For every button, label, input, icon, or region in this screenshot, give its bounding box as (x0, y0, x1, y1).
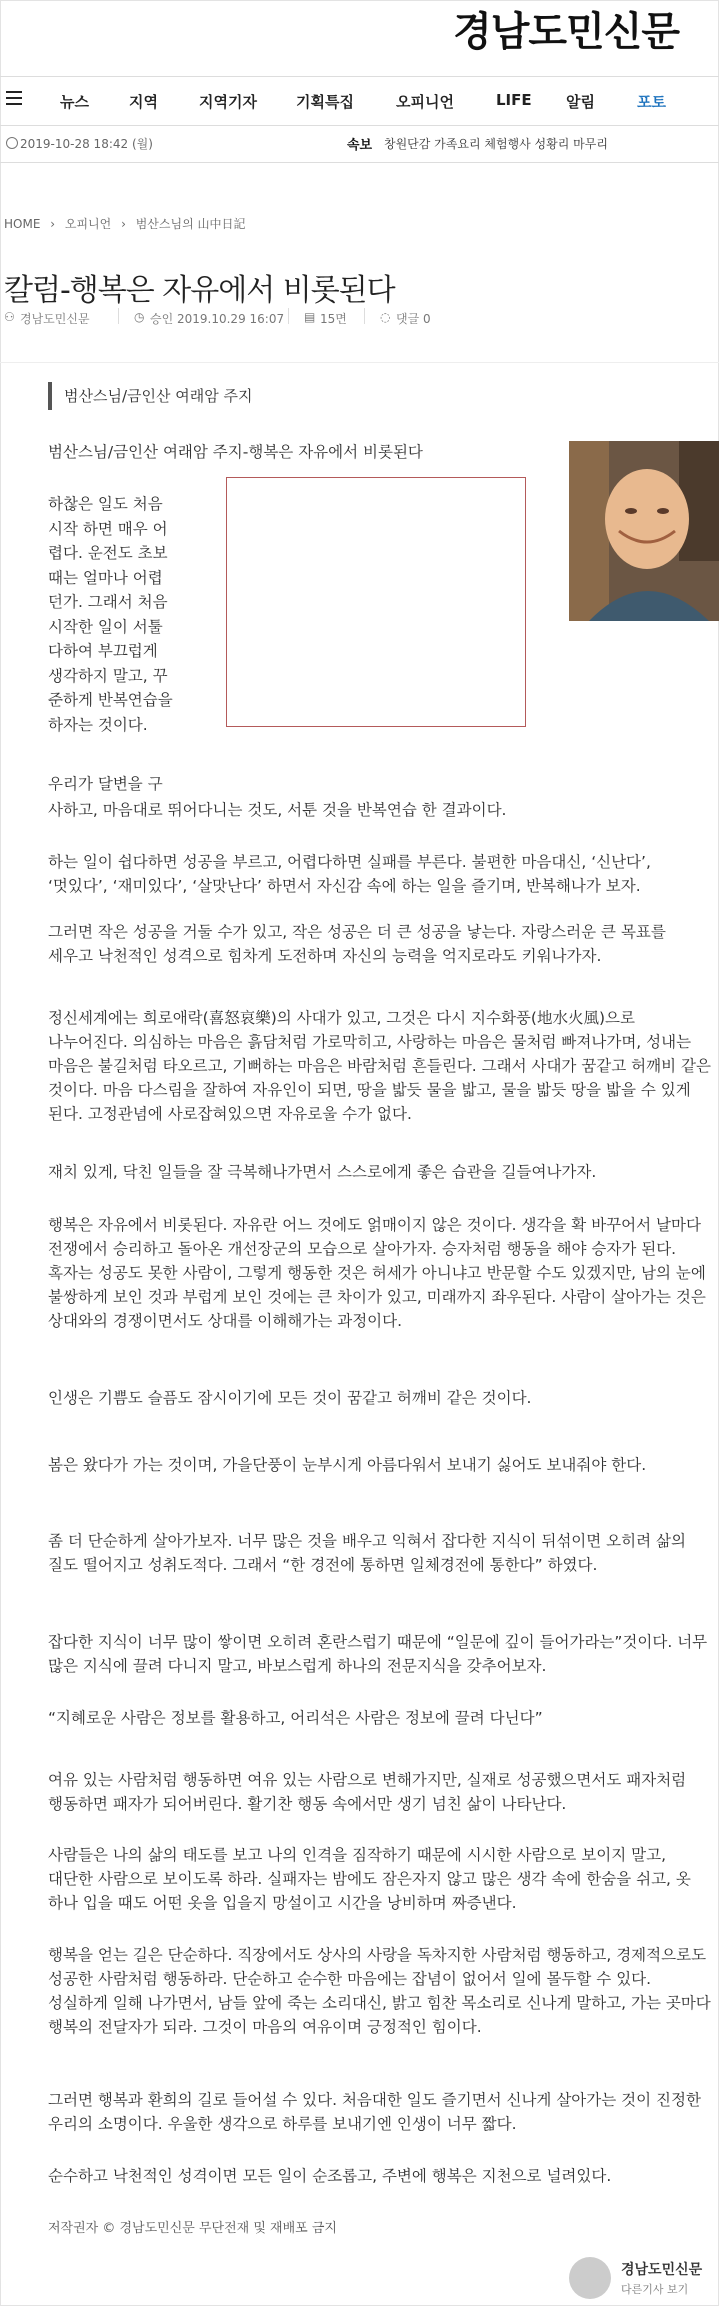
article-paragraph: 그러면 작은 성공을 거둘 수가 있고, 작은 성공은 더 큰 성공을 낳는다. 자랑스러운 큰 목표를 세우고 낙천적인 성격으로 힘차게 도전하며 자신의 능력을 억지로라도 키워나가자. (48, 923, 666, 965)
article-paragraph: 재치 있게, 닥친 일들을 잘 극복해나가면서 스스로에게 좋은 습관을 길들여나가자. (48, 1163, 597, 1181)
chevron-right-icon: › (50, 217, 56, 231)
article-comments[interactable]: 댓글 0 (396, 312, 431, 326)
article-paragraph: 좀 더 단순하게 살아가보자. 너무 많은 것을 배우고 익혀서 잡다한 지식이 뒤섞이면 오히려 삶의 질도 떨어지고 성취도적다. 그래서 “한 경전에 통하면 일체경전에 통한다” 하였다. (48, 1532, 686, 1574)
breadcrumb-section[interactable]: 범산스님의 山中日記 (135, 217, 246, 231)
copyright-notice: 저작권자 © 경남도민신문 무단전재 및 재배포 금지 (48, 2221, 337, 2236)
more-articles-link[interactable]: 다른기사 보기 (621, 2283, 689, 2296)
article-paragraph: 하는 일이 쉽다하면 성공을 부르고, 어렵다하면 실패를 부른다. 불편한 마음대신, ‘신난다’, ‘멋있다’, ‘재미있다’, ‘살맛난다’ 하면서 자신감 속에 하는 일을 즐기며, 반복해나가 보자. (48, 853, 651, 895)
nav-item-news[interactable]: 뉴스 (60, 93, 89, 111)
article-quote: “지혜로운 사람은 정보를 활용하고, 어리석은 사람은 정보에 끌려 다닌다” (48, 1709, 543, 1727)
nav-item-region-reporter[interactable]: 지역기자 (199, 93, 257, 111)
article-paragraph: 인생은 기쁨도 슬픔도 잠시이기에 모든 것이 꿈같고 허깨비 같은 것이다. (48, 1389, 532, 1407)
nav-item-life[interactable]: LIFE (496, 91, 532, 109)
article-paragraph: 행복을 얻는 길은 단순하다. 직장에서도 상사의 사랑을 독차지한 사람처럼 행동하고, 경제적으로도 성공한 사람처럼 행동하라. 단순하고 순수한 마음에는 잡념이 없어서 일에 몰두할 수 있다. 성실하게 일해 나가면서, 남들 앞에 죽는 소리대신, 밝고 힘찬 목소리로 신나게 말하고, 가는 곳마다 행복의 전달자가 되라. 그것이 마음의 여유이며 긍정적인 힘이다. (48, 1946, 711, 2036)
ticker-date: 2019-10-28 18:42 (월) (20, 137, 153, 151)
article-approved: 승인 2019.10.29 16:07 (150, 312, 285, 326)
comment-icon: ◌ (380, 310, 391, 324)
article-paragraph: 그러면 행복과 환희의 길로 들어설 수 있다. 처음대한 일도 즐기면서 신나게 살아가는 것이 진정한 우리의 소명이다. 우울한 생각으로 하루를 보내기엔 인생이 너무 짧다. (48, 2091, 701, 2133)
breadcrumb-opinion[interactable]: 오피니언 (64, 217, 112, 231)
paragraph-line: 사하고, 마음대로 뛰어다니는 것도, 서툰 것을 반복연습 한 결과이다. (48, 801, 507, 819)
nav-item-features[interactable]: 기획특집 (296, 93, 354, 111)
article-paragraph: 여유 있는 사람처럼 행동하면 여유 있는 사람으로 변해가지만, 실재로 성공했으면서도 패자처럼 행동하면 패자가 되어버린다. 활기찬 행동 속에서만 생기 넘친 삶이 나타난다. (48, 1771, 687, 1813)
breadcrumb (4, 215, 252, 232)
article-paragraph: 행복은 자유에서 비롯된다. 자유란 어느 것에도 얽매이지 않은 것이다. 생각을 확 바꾸어서 날마다 전쟁에서 승리하고 돌아온 개선장군의 모습으로 살아가자. 승자처럼 행동을 해야 승자가 된다. 혹자는 성공도 못한 사람이, 그렇게 행동한 것은 허세가 아니냐고 반문할 수도 있겠지만, 남의 눈에 불쌍하게 보인 것과 부럽게 보인 것에는 큰 차이가 있고, 미래까지 좌우된다. 사람이 살아가는 것은 상대와의 경쟁이면서도 상대를 이해해가는 과정이다. (48, 1216, 706, 1330)
page-icon: ▤ (304, 310, 316, 324)
wrapped-paragraph: 하찮은 일도 처음 시작 하면 매우 어 렵다. 운전도 초보 때는 얼마나 어렵 던가. 그래서 처음 시작한 일이 서툴 다하여 부끄럽게 생각하지 말고, 꾸 준하게 반복연습을 하자는 것이다. (48, 495, 173, 734)
masthead (0, 0, 719, 62)
menu-icon[interactable] (6, 91, 22, 105)
lead-paragraph: 범산스님/금인산 여래암 주지-행복은 자유에서 비롯된다 (48, 443, 423, 461)
author-box-name: 경남도민신문 (621, 2262, 703, 2278)
nav-item-notice[interactable]: 알림 (566, 93, 595, 111)
article-image-placeholder (226, 477, 526, 727)
divider (0, 362, 719, 363)
author-box (565, 2255, 719, 2306)
article-paragraph: 봄은 왔다가 가는 것이며, 가을단풍이 눈부시게 아름다워서 보내기 싫어도 보내줘야 한다. (48, 1456, 647, 1474)
article-paragraph: 순수하고 낙천적인 성격이면 모든 일이 순조롭고, 주변에 행복은 지천으로 널려있다. (48, 2167, 612, 2185)
main-nav (0, 76, 719, 126)
article-paragraph: 정신세계에는 희로애락(喜怒哀樂)의 사대가 있고, 그것은 다시 지수화풍(地水火風)으로 나누어진다. 의심하는 마음은 흙담처럼 가로막히고, 사랑하는 마음은 물처럼 빠져나가며, 성내는 마음은 불길처럼 타오르고, 기뻐하는 마음은 바람처럼 흔들린다. 그래서 사대가 꿈같고 허깨비 같은 것이다. 마음 다스림을 잘하여 자유인이 되면, 땅을 밟듯 물을 밟고, 물을 밟듯 땅을 밟을 수 있게 된다. 고정관념에 사로잡혀있으면 자유로울 수가 없다. (48, 1009, 711, 1123)
article-page: 15면 (320, 312, 347, 326)
article-paragraph: 사람들은 나의 삶의 태도를 보고 나의 인격을 짐작하기 때문에 시시한 사람으로 보이지 말고, 대단한 사람으로 보이도록 하라. 실패자는 밤에도 잠은자지 않고 많은 생각 속에 한숨을 쉬고, 옷 하나 입을 때도 어떤 옷을 입을지 망설이고 시간을 낭비하며 짜증낸다. (48, 1846, 691, 1912)
clock-icon (6, 137, 18, 149)
chevron-right-icon: › (121, 217, 126, 231)
nav-item-opinion[interactable]: 오피니언 (396, 93, 454, 111)
article-author: 경남도민신문 (20, 312, 90, 326)
author-photo (569, 441, 719, 621)
site-logo[interactable]: 경남도민신문 (453, 9, 679, 55)
nav-item-photo[interactable]: 포토 (637, 93, 666, 111)
user-icon: ⚇ (4, 310, 15, 324)
avatar[interactable] (569, 2257, 611, 2299)
ticker-bar (0, 124, 719, 163)
breaking-label: 속보 (347, 138, 373, 153)
breaking-news-link[interactable]: 창원단감 가족요리 체험행사 성황리 마무리 (384, 137, 608, 151)
article-title: 칼럼-행복은 자유에서 비롯된다 (4, 273, 395, 309)
clock-icon: ◷ (134, 310, 145, 324)
paragraph-line: 우리가 달변을 구 (48, 775, 163, 793)
breadcrumb-home[interactable]: HOME (4, 217, 41, 231)
nav-item-region[interactable]: 지역 (129, 93, 158, 111)
article-paragraph: 잡다한 지식이 너무 많이 쌓이면 오히려 혼란스럽기 때문에 “일문에 깊이 들어가라는”것이다. 너무 많은 지식에 끌려 다니지 말고, 바보스럽게 하나의 전문지식을 갖추어보자. (48, 1633, 708, 1675)
article-summary: 범산스님/금인산 여래암 주지 (48, 382, 252, 410)
